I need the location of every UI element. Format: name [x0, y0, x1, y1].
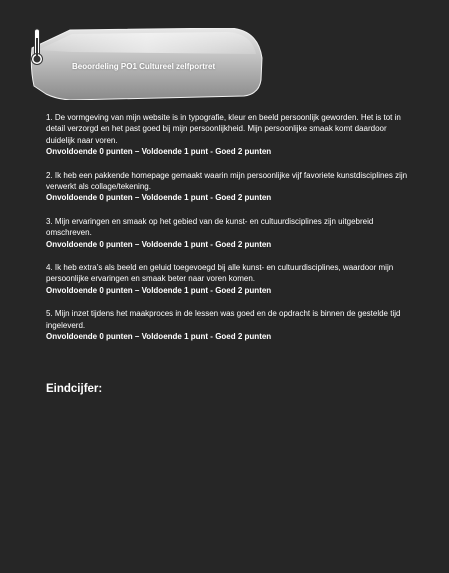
page-title: Beoordeling PO1 Cultureel zelfportret — [72, 62, 216, 71]
thermometer-icon — [30, 28, 44, 66]
criterion-item — [46, 216, 416, 250]
criterion-score: Onvoldoende 0 punten – Voldoende 1 punt - Goed 2 punten — [46, 193, 272, 203]
criterion-score: Onvoldoende 0 punten – Voldoende 1 punt - Goed 2 punten — [46, 147, 272, 157]
criterion-item — [46, 308, 416, 342]
criterion-text: 3. Mijn ervaringen en smaak op het gebied van de kunst- en cultuurdisciplines zijn uitgebreid omschreven. — [46, 216, 374, 238]
criterion-text: 1. De vormgeving van mijn website is in typografie, kleur en beeld persoonlijk geworden. Het is tot in detail verzorgd en het past goed bij mijn persoonlijkheid. Mijn persoonlijke smaak komt daardoor duidelijk naar voren. — [46, 113, 401, 145]
criterion-item — [46, 170, 416, 204]
criterion-text: 4. Ik heb extra’s als beeld en geluid toegevoegd bij alle kunst- en cultuurdisciplines, waardoor mijn persoonlijke ervaringen en smaak beter naar voren komen. — [46, 263, 394, 284]
criterion-score: Onvoldoende 0 punten – Voldoende 1 punt - Goed 2 punten — [46, 285, 272, 295]
criteria-list — [46, 112, 416, 355]
criterion-text: 5. Mijn inzet tijdens het maakproces in de lessen was goed en de opdracht is binnen de gestelde tijd ingeleverd. — [46, 309, 401, 330]
final-grade-label: Eindcijfer: — [46, 383, 103, 395]
criterion-text: 2. Ik heb een pakkende homepage gemaakt waarin mijn persoonlijke vijf favoriete kunstdisciplines zijn verwerkt als collage/tekening. — [46, 170, 408, 192]
criterion-item — [46, 112, 416, 158]
criterion-score: Onvoldoende 0 punten – Voldoende 1 punt - Goed 2 punten — [46, 239, 272, 249]
criterion-score: Onvoldoende 0 punten – Voldoende 1 punt - Goed 2 punten — [46, 332, 272, 342]
criterion-item — [46, 262, 416, 296]
title-tag — [30, 28, 265, 100]
